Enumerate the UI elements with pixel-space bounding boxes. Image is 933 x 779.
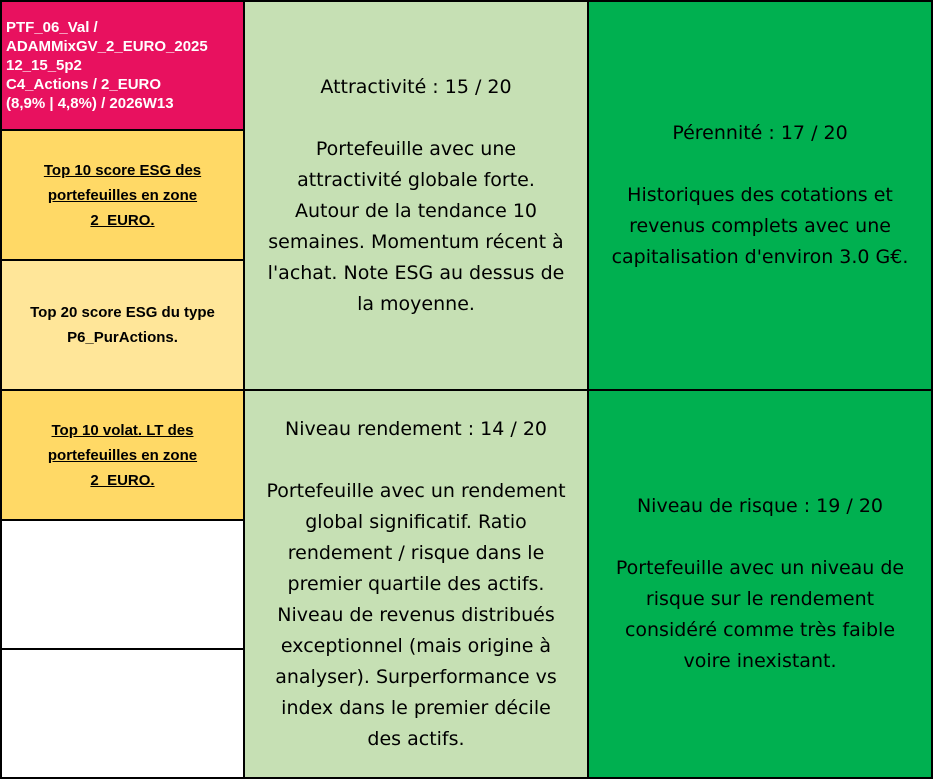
portfolio-title-line: 12_15_5p2	[6, 57, 82, 74]
vol-zone-link[interactable]	[48, 418, 197, 493]
esg-zone-badge[interactable]	[0, 129, 245, 261]
portfolio-title-line: (8,9% | 4,8%) / 2026W13	[6, 95, 174, 112]
rendement-line: rendement / risque dans le	[287, 541, 545, 564]
attractivite-line: la moyenne.	[357, 292, 475, 315]
vol-zone-line: 2_EURO.	[90, 471, 155, 489]
esg-type-line: P6_PurActions.	[67, 329, 178, 346]
portfolio-title-line: PTF_06_Val /	[6, 19, 98, 36]
attractivite-line: attractivité globale forte.	[297, 168, 535, 191]
rendement-line: index dans le premier décile	[281, 696, 551, 719]
risque-text	[616, 553, 904, 677]
rendement-heading: Niveau rendement : 14 / 20	[284, 417, 548, 440]
empty-badge-slot	[0, 519, 245, 650]
attractivite-line: l'achat. Note ESG au dessus de	[267, 261, 565, 284]
risque-line: Portefeuille avec un niveau de	[615, 557, 905, 579]
risque-line: voire inexistant.	[683, 650, 837, 672]
risque-cell	[587, 389, 933, 779]
risque-heading: Niveau de risque : 19 / 20	[636, 495, 884, 517]
esg-zone-line: 2_EURO.	[90, 211, 155, 229]
attractivite-line: semaines. Momentum récent à	[268, 230, 564, 253]
perennite-heading: Pérennité : 17 / 20	[672, 122, 848, 144]
rendement-line: Niveau de revenus distribués	[277, 603, 555, 626]
vol-zone-line: Top 10 volat. LT des	[51, 421, 194, 439]
vol-zone-line: portefeuilles en zone	[47, 446, 198, 464]
attractivite-text	[268, 134, 565, 320]
rendement-text	[266, 476, 565, 755]
rendement-line: global significatif. Ratio	[305, 510, 527, 533]
esg-type-line: Top 20 score ESG du type	[30, 304, 215, 321]
esg-zone-line: portefeuilles en zone	[47, 186, 198, 204]
rendement-line: des actifs.	[367, 727, 465, 750]
attractivite-line: Portefeuille avec une	[315, 137, 517, 160]
risque-line: risque sur le rendement	[645, 588, 875, 610]
rendement-line: exceptionnel (mais origine à	[280, 634, 552, 657]
portfolio-title-line: C4_Actions / 2_EURO	[6, 76, 162, 93]
attractivite-cell	[243, 0, 589, 391]
perennite-line: capitalisation d'environ 3.0 G€.	[611, 246, 909, 268]
esg-zone-link[interactable]	[44, 158, 201, 233]
perennite-cell	[587, 0, 933, 391]
perennite-text	[612, 180, 909, 273]
rendement-line: Portefeuille avec un rendement	[266, 479, 566, 502]
empty-badge-slot	[0, 648, 245, 779]
perennite-line: Historiques des cotations et	[627, 184, 893, 206]
attractivite-line: Autour de la tendance 10	[294, 199, 538, 222]
attractivite-heading: Attractivité : 15 / 20	[320, 75, 512, 98]
esg-type-badge	[0, 259, 245, 391]
risque-line: considéré comme très faible	[624, 619, 896, 641]
portfolio-title	[0, 0, 245, 131]
rendement-line: premier quartile des actifs.	[287, 572, 545, 595]
rendement-line: analyser). Surperformance vs	[275, 665, 557, 688]
perennite-line: revenus complets avec une	[629, 215, 891, 237]
portfolio-title-line: ADAMMixGV_2_EURO_2025	[6, 38, 208, 55]
esg-zone-line: Top 10 score ESG des	[43, 161, 202, 179]
vol-zone-badge[interactable]	[0, 389, 245, 521]
rendement-cell	[243, 389, 589, 779]
